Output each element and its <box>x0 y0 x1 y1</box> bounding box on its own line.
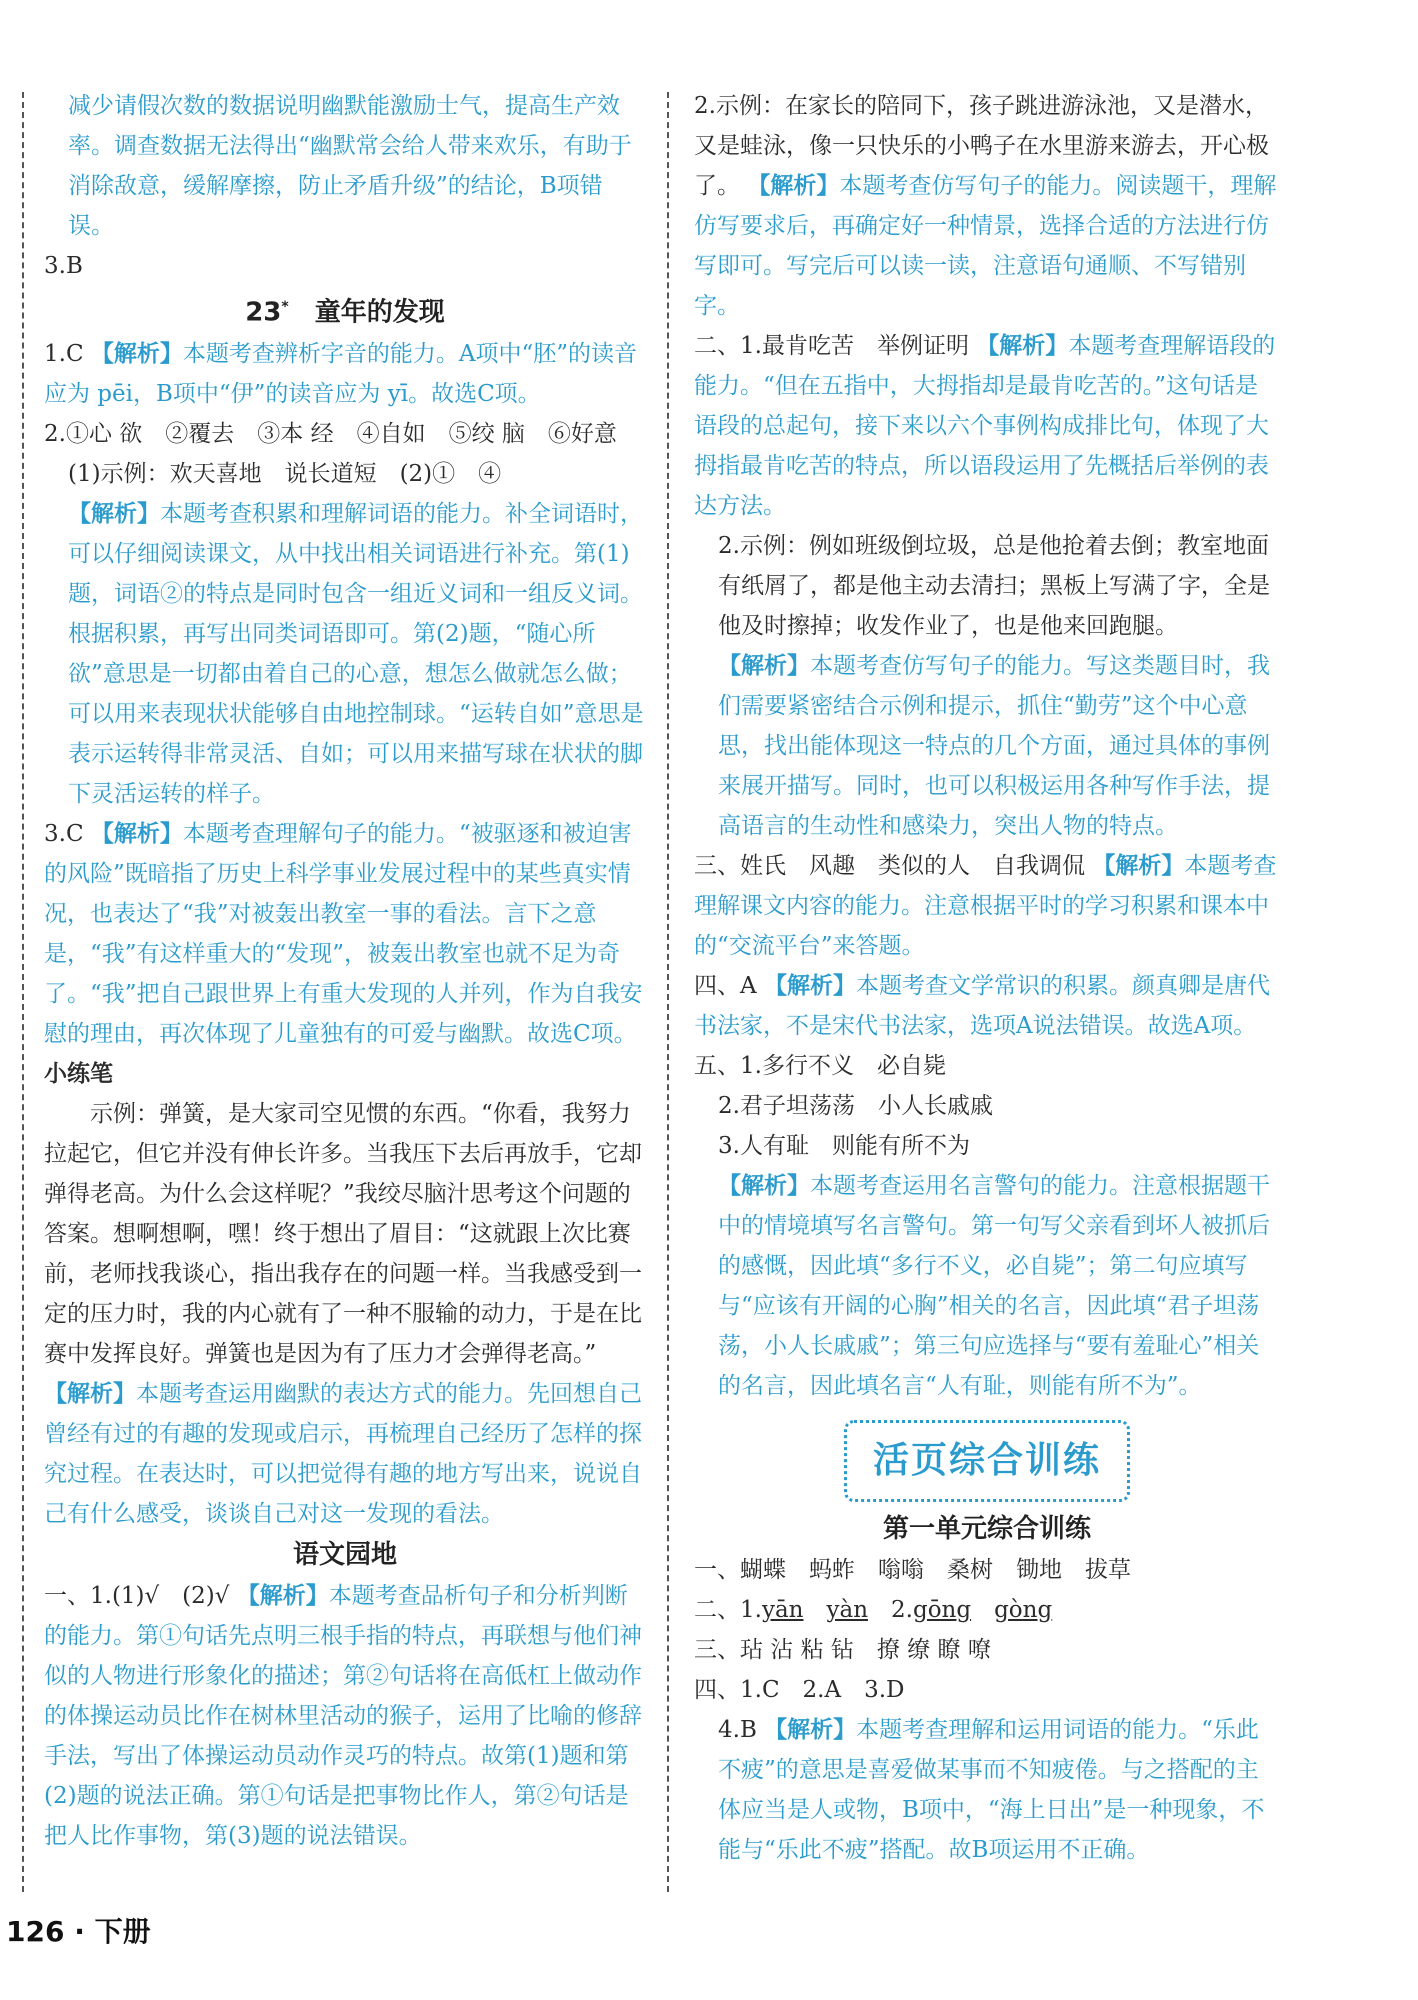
analysis-tag: 【解析】 <box>976 332 1069 359</box>
answer-1-explanation: 本题考查辨析字音的能力。A项中“胚”的读音应为 pēi，B项中“伊”的读音应为 yī。故选C项。 <box>44 340 637 407</box>
yuandi-answer-1-explanation: 本题考查品析句子和分析判断的能力。第①句话先点明三根手指的特点，再联想与他们神似的人物进行形象化的描述；第②句话将在高低杠上做动作的体操运动员比作在树林里活动的猴子，运用了比喻的修辞手法，写出了体操运动员动作灵巧的特点。故第(1)题和第(2)题的说法正确。第①句话是把事物比作人，第②句话是把人比作事物，第(3)题的说法错误。 <box>44 1582 642 1849</box>
section-er <box>694 326 1280 526</box>
unit-answer-4b-head: 4.B <box>718 1717 757 1743</box>
section-wu-3: 3.人有耻 则能有所不为 <box>718 1133 970 1159</box>
analysis-tag: 【解析】 <box>763 972 856 999</box>
analysis-tag: 【解析】 <box>90 819 183 847</box>
section-wu-2: 2.君子坦荡荡 小人长戚戚 <box>718 1093 993 1119</box>
section-wu-explanation: 本题考查运用名言警句的能力。注意根据题干中的情境填写名言警句。第一句写父亲看到坏人被抓后的感慨，因此填“多行不义，必自毙”；第二句应填写与“应该有开阔的心胸”相关的名言，因此填“君子坦荡荡，小人长戚戚”；第三句应选择与“要有羞耻心”相关的名言，因此填名言“人有耻，则能有所不为”。 <box>718 1173 1270 1399</box>
analysis-tag: 【解析】 <box>68 499 160 527</box>
pinyin-a: yān <box>761 1597 804 1623</box>
analysis-tag: 【解析】 <box>718 1172 810 1199</box>
xiaolianbi-text: 示例：弹簧，是大家司空见惯的东西。“你看，我努力拉起它，但它并没有伸长许多。当我压下去后再放手，它却弹得老高。为什么会这样呢？”我绞尽脑汁思考这个问题的答案。想啊想啊，嘿！终于想出了眉目：“这就跟上次比赛前，老师找我谈心，指出我存在的问题一样。当我感受到一定的压力时，我的内心就有了一种不服输的动力，于是在比赛中发挥良好。弹簧也是因为有了压力才会弹得老高。” <box>44 1100 642 1367</box>
lesson-name: 童年的发现 <box>314 297 445 328</box>
answer-3c-head: 3.C <box>44 820 84 847</box>
unit-answer-2-label: 二、1. <box>694 1597 762 1623</box>
section-er-explanation: 本题考查理解语段的能力。“但在五指中，大拇指却是最肯吃苦的。”这句话是语段的总起句，接下来以六个事例构成排比句，体现了大拇指最肯吃苦的特点，所以语段运用了先概括后举例的表达方法。 <box>694 333 1276 519</box>
lesson-number: 23 <box>245 297 282 328</box>
huoye-banner <box>844 1420 1130 1502</box>
pinyin-b: yàn <box>826 1597 869 1623</box>
huoye-banner-text: 活页综合训练 <box>872 1440 1101 1481</box>
section-er-2-explanation-block <box>694 646 1280 846</box>
yuandi-answer-1-head: 一、1.(1)√ (2)√ <box>44 1582 230 1609</box>
section-san-head: 三、姓氏 风趣 类似的人 自我调侃 <box>694 853 1085 879</box>
page-footer: 126 · 下册 <box>6 1915 151 1948</box>
answer-3c <box>44 814 646 1054</box>
section-si-explanation: 本题考查文学常识的积累。颜真卿是唐代书法家，不是宋代书法家，选项A说法错误。故选A项。 <box>694 973 1270 1039</box>
left-column <box>44 86 646 1856</box>
column-divider <box>667 92 669 1892</box>
yuwen-yuandi-title: 语文园地 <box>292 1539 397 1570</box>
yuandi-answer-1 <box>44 1576 646 1856</box>
right-answer-2-explanation: 本题考查仿写句子的能力。阅读题干，理解仿写要求后，再确定好一种情景，选择合适的方法进行仿写即可。写完后可以读一读，注意语句通顺、不写错别字。 <box>694 173 1277 319</box>
unit-answer-2 <box>694 1590 1280 1630</box>
unit-answer-3: 三、玷 沾 粘 钻 撩 缭 瞭 嘹 <box>694 1637 991 1663</box>
answer-2-explanation: 本题考查积累和理解词语的能力。补全词语时，可以仔细阅读课文，从中找出相关词语进行补充。第(1)题，词语②的特点是同时包含一组近义词和一组反义词。根据积累，再写出同类词语即可。第(2)题，“随心所欲”意思是一切都由着自己的心意，想怎么做就怎么做；可以用来表现状状能够自由地控制球。“运转自如”意思是表示运转得非常灵活、自如；可以用来描写球在状状的脚下灵活运转的样子。 <box>68 500 644 807</box>
answer-3: 3.B <box>44 253 83 279</box>
unit-answer-1: 一、蝴蝶 蚂蚱 嗡嗡 桑树 锄地 拔草 <box>694 1557 1131 1583</box>
section-er-2-explanation: 本题考查仿写句子的能力。写这类题目时，我们需要紧密结合示例和提示，抓住“勤劳”这个中心意思，找出能体现这一特点的几个方面，通过具体的事例来展开描写。同时，也可以积极运用各种写作手法，提高语言的生动性和感染力，突出人物的特点。 <box>718 653 1270 839</box>
answer-2-sub: (1)示例：欢天喜地 说长道短 (2)① ④ <box>68 460 502 487</box>
answer-3c-explanation: 本题考查理解句子的能力。“被驱逐和被迫害的风险”既暗指了历史上科学事业发展过程中的某些真实情况，也表达了“我”对被轰出教室一事的看法。言下之意是，“我”有这样重大的“发现”，被轰出教室也就不足为奇了。“我”把自己跟世界上有重大发现的人并列，作为自我安慰的理由，再次体现了儿童独有的可爱与幽默。故选C项。 <box>44 820 643 1047</box>
analysis-tag: 【解析】 <box>747 172 840 199</box>
unit-title: 第一单元综合训练 <box>882 1514 1091 1544</box>
section-er-2: 2.示例：例如班级倒垃圾，总是他抢着去倒；教室地面有纸屑了，都是他主动去清扫；黑板上写满了字，全是他及时擦掉；收发作业了，也是他来回跑腿。 <box>718 533 1270 639</box>
pinyin-d: gòng <box>994 1597 1053 1623</box>
unit-answer-4b-explanation: 本题考查理解和运用词语的能力。“乐此不疲”的意思是喜爱做某事而不知疲倦。与之搭配的主体应当是人或物，B项中，“海上日出”是一种现象，不能与“乐此不疲”搭配。故B项运用不正确。 <box>718 1717 1265 1863</box>
section-er-head: 二、1.最肯吃苦 举例证明 <box>694 333 969 359</box>
section-wu-explanation-block <box>694 1166 1280 1406</box>
section-san <box>694 846 1280 966</box>
unit-answer-2-label2: 2. <box>891 1597 913 1623</box>
analysis-tag: 【解析】 <box>1092 852 1185 879</box>
xiaolianbi-explanation-block <box>44 1374 646 1534</box>
answer-2: 2.①心 欲 ②覆去 ③本 经 ④自如 ⑤绞 脑 ⑥好意 <box>44 420 617 447</box>
pinyin-c: gōng <box>912 1597 972 1623</box>
section-san-explanation: 本题考查理解课文内容的能力。注意根据平时的学习积累和课本中的“交流平台”来答题。 <box>694 853 1277 959</box>
xiaolianbi-explanation: 本题考查运用幽默的表达方式的能力。先回想自己曾经有过的有趣的发现或启示，再梳理自己经历了怎样的探究过程。在表达时，可以把觉得有趣的地方写出来，说说自己有什么感受，谈谈自己对这一发现的看法。 <box>44 1380 642 1527</box>
answer-1 <box>44 334 646 414</box>
lesson-mark: * <box>281 299 289 315</box>
section-si-head: 四、A <box>694 973 757 999</box>
binding-margin-line <box>22 92 24 1892</box>
right-column <box>694 86 1280 1870</box>
analysis-tag: 【解析】 <box>764 1716 857 1743</box>
continued-explanation: 减少请假次数的数据说明幽默能激励士气，提高生产效率。调查数据无法得出“幽默常会给人带来欢乐，有助于消除敌意，缓解摩擦，防止矛盾升级”的结论，B项错误。 <box>68 93 632 239</box>
analysis-tag: 【解析】 <box>90 339 183 367</box>
lesson-title <box>44 286 646 334</box>
analysis-tag: 【解析】 <box>44 1379 136 1407</box>
answer-2-explanation-block <box>44 494 646 814</box>
analysis-tag: 【解析】 <box>236 1581 329 1609</box>
section-si <box>694 966 1280 1046</box>
right-answer-2 <box>694 86 1280 326</box>
analysis-tag: 【解析】 <box>718 652 810 679</box>
right-answer-2-text: 2.示例：在家长的陪同下，孩子跳进游泳池，又是潜水，又是蛙泳，像一只快乐的小鸭子在水里游来游去，开心极了。 <box>694 93 1269 199</box>
xiaolianbi-heading: 小练笔 <box>44 1060 113 1087</box>
unit-answer-4b <box>694 1710 1280 1870</box>
section-wu-1: 五、1.多行不义 必自毙 <box>694 1053 946 1079</box>
answer-1-head: 1.C <box>44 340 84 367</box>
unit-answer-4: 四、1.C 2.A 3.D <box>694 1677 905 1703</box>
